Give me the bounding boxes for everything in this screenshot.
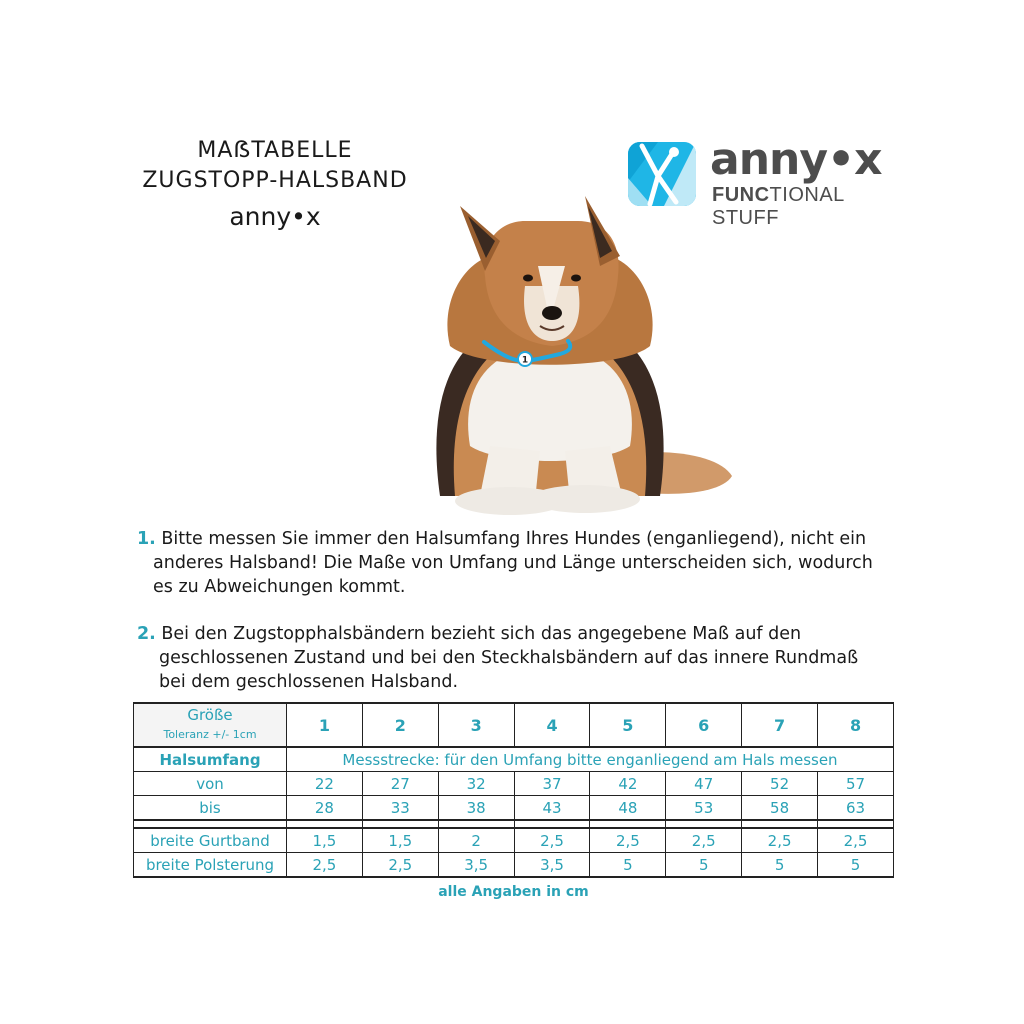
separator-cell (514, 820, 590, 828)
von-value: 27 (362, 772, 438, 796)
von-label: von (134, 772, 287, 796)
separator-cell (134, 820, 287, 828)
gurtband-value: 2,5 (742, 828, 818, 853)
von-value: 22 (287, 772, 363, 796)
gurtband-value: 2,5 (514, 828, 590, 853)
von-value: 57 (818, 772, 894, 796)
gurtband-value: 1,5 (287, 828, 363, 853)
note-1 (137, 527, 917, 599)
logo-tagline-bold: FUNC (712, 184, 770, 206)
bis-value: 33 (362, 796, 438, 821)
size-6: 6 (666, 703, 742, 747)
polster-value: 5 (818, 853, 894, 878)
von-value: 42 (590, 772, 666, 796)
collar-marker-label: 1 (521, 355, 529, 366)
separator-cell (742, 820, 818, 828)
polster-row (134, 853, 894, 878)
size-table (133, 702, 894, 878)
size-2: 2 (362, 703, 438, 747)
note-1-number: 1. (137, 529, 156, 549)
size-8: 8 (818, 703, 894, 747)
separator-cell (818, 820, 894, 828)
bis-value: 63 (818, 796, 894, 821)
gurtband-value: 1,5 (362, 828, 438, 853)
units-footnote: alle Angaben in cm (438, 884, 589, 900)
size-header-row (134, 703, 894, 747)
logo-wordmark: anny•x (710, 134, 882, 185)
von-value: 47 (666, 772, 742, 796)
bis-value: 58 (742, 796, 818, 821)
note-1-line-2: anderes Halsband! Die Maße von Umfang und Länge unterscheiden sich, wodurch (153, 553, 873, 573)
halsumfang-note: Messstrecke: für den Umfang bitte enganliegend am Hals messen (287, 747, 894, 772)
gurtband-value: 2 (438, 828, 514, 853)
polster-label: breite Polsterung (134, 853, 287, 878)
halsumfang-row (134, 747, 894, 772)
note-2 (137, 622, 917, 694)
bis-row (134, 796, 894, 821)
bis-value: 43 (514, 796, 590, 821)
gurtband-value: 2,5 (590, 828, 666, 853)
polster-value: 3,5 (438, 853, 514, 878)
dog-illustration (360, 196, 750, 526)
polster-value: 2,5 (287, 853, 363, 878)
note-1-line-3: es zu Abweichungen kommt. (153, 577, 406, 597)
size-header-cell (134, 703, 287, 747)
polster-value: 5 (590, 853, 666, 878)
note-2-line-2: geschlossenen Zustand und bei den Steckhalsbändern auf das innere Rundmaß (159, 648, 859, 668)
size-3: 3 (438, 703, 514, 747)
gurtband-row (134, 828, 894, 853)
note-2-line-3: bei dem geschlossenen Halsband. (159, 672, 459, 692)
separator-cell (438, 820, 514, 828)
polster-value: 5 (742, 853, 818, 878)
separator-cell (666, 820, 742, 828)
von-value: 32 (438, 772, 514, 796)
size-5: 5 (590, 703, 666, 747)
tolerance-label: Toleranz +/- 1cm (163, 728, 257, 741)
note-2-number: 2. (137, 624, 156, 644)
gurtband-value: 2,5 (666, 828, 742, 853)
table-separator (134, 820, 894, 828)
note-1-line-1: Bitte messen Sie immer den Halsumfang Ihres Hundes (enganliegend), nicht ein (161, 529, 867, 549)
size-4: 4 (514, 703, 590, 747)
size-7: 7 (742, 703, 818, 747)
gurtband-value: 2,5 (818, 828, 894, 853)
von-row (134, 772, 894, 796)
note-2-line-1: Bei den Zugstopphalsbändern bezieht sich das angegebene Maß auf den (161, 624, 802, 644)
bis-value: 48 (590, 796, 666, 821)
separator-cell (287, 820, 363, 828)
separator-cell (362, 820, 438, 828)
title-line-1: MAẞTABELLE (197, 138, 353, 163)
bis-value: 53 (666, 796, 742, 821)
gurtband-label: breite Gurtband (134, 828, 287, 853)
bis-value: 28 (287, 796, 363, 821)
title-line-2: ZUGSTOPP-HALSBAND (142, 168, 408, 193)
von-value: 52 (742, 772, 818, 796)
bis-value: 38 (438, 796, 514, 821)
logo-tagline-rest: TIONAL STUFF (712, 184, 845, 229)
von-value: 37 (514, 772, 590, 796)
polster-value: 2,5 (362, 853, 438, 878)
polster-value: 5 (666, 853, 742, 878)
size-1: 1 (287, 703, 363, 747)
size-label: Größe (187, 706, 233, 724)
bis-label: bis (134, 796, 287, 821)
halsumfang-label: Halsumfang (134, 747, 287, 772)
title-brand: anny•x (229, 202, 321, 231)
separator-cell (590, 820, 666, 828)
polster-value: 3,5 (514, 853, 590, 878)
